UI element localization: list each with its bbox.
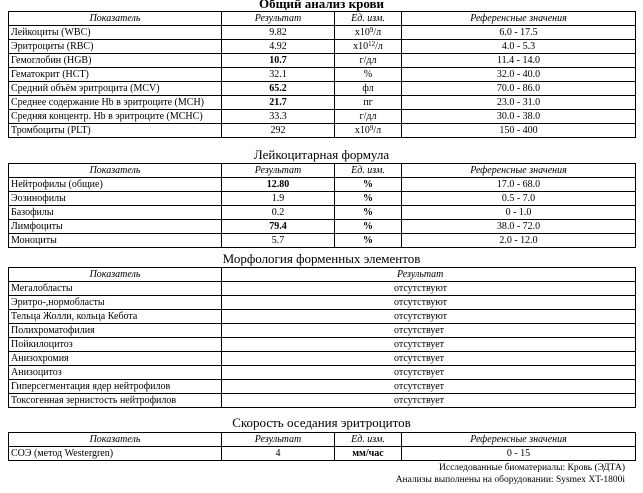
cbc-table bbox=[8, 11, 636, 138]
result-value: 32.1 bbox=[222, 68, 335, 82]
indicator-name: Среднее содержание Hb в эритроците (MCH) bbox=[9, 96, 222, 110]
table-row bbox=[9, 352, 636, 366]
indicator-name: Полихроматофилия bbox=[9, 324, 222, 338]
table-row bbox=[9, 366, 636, 380]
header-reference: Референсные значения bbox=[402, 12, 636, 26]
unit-cell: мм/час bbox=[335, 447, 402, 461]
indicator-name: Средний объём эритроцита (MCV) bbox=[9, 82, 222, 96]
indicator-name: Гематокрит (HCT) bbox=[9, 68, 222, 82]
header-result: Результат bbox=[222, 433, 335, 447]
reference-range: 30.0 - 38.0 bbox=[402, 110, 636, 124]
header-unit: Ед. изм. bbox=[335, 433, 402, 447]
unit-base: x10 bbox=[354, 124, 370, 136]
result-value: 9.82 bbox=[222, 26, 335, 40]
unit-base: x10 bbox=[354, 26, 370, 38]
table-row bbox=[9, 338, 636, 352]
indicator-name: Тельца Жолли, кольца Кебота bbox=[9, 310, 222, 324]
indicator-name: Нейтрофилы (общие) bbox=[9, 178, 222, 192]
indicator-name: Эритро-,нормобласты bbox=[9, 296, 222, 310]
table-row bbox=[9, 178, 636, 192]
unit-cell bbox=[335, 110, 402, 124]
reference-range: 0 - 15 bbox=[402, 447, 636, 461]
indicator-name: Эритроциты (RBC) bbox=[9, 40, 222, 54]
result-value: 33.3 bbox=[222, 110, 335, 124]
result-value: отсутствуют bbox=[222, 282, 636, 296]
unit-cell: % bbox=[335, 234, 402, 248]
reference-range: 0 - 1.0 bbox=[402, 206, 636, 220]
indicator-name: Пойкилоцитоз bbox=[9, 338, 222, 352]
reference-range: 70.0 - 86.0 bbox=[402, 82, 636, 96]
result-value: 1.9 bbox=[222, 192, 335, 206]
result-value: 5.7 bbox=[222, 234, 335, 248]
result-value: 0.2 bbox=[222, 206, 335, 220]
header-result: Результат bbox=[222, 164, 335, 178]
leuko-header-row bbox=[9, 164, 636, 178]
result-value: отсутствуют bbox=[222, 296, 636, 310]
header-unit: Ед. изм. bbox=[335, 164, 402, 178]
unit-base: x10 bbox=[353, 40, 369, 52]
unit-cell bbox=[335, 54, 402, 68]
header-indicator: Показатель bbox=[9, 164, 222, 178]
result-value: 12.80 bbox=[222, 178, 335, 192]
result-value: отсутствует bbox=[222, 366, 636, 380]
unit-cell: % bbox=[335, 206, 402, 220]
esr-table bbox=[8, 432, 636, 461]
table-row bbox=[9, 54, 636, 68]
indicator-name: Гемоглобин (HGB) bbox=[9, 54, 222, 68]
header-reference: Референсные значения bbox=[402, 164, 636, 178]
table-row bbox=[9, 82, 636, 96]
header-unit: Ед. изм. bbox=[335, 12, 402, 26]
unit-exponent: 9 bbox=[369, 25, 374, 34]
table-row bbox=[9, 447, 636, 461]
result-value: 4 bbox=[222, 447, 335, 461]
unit-cell: % bbox=[335, 220, 402, 234]
table-row bbox=[9, 324, 636, 338]
leuko-title: Лейкоцитарная формула bbox=[253, 147, 390, 162]
reference-range: 0.5 - 7.0 bbox=[402, 192, 636, 206]
header-reference: Референсные значения bbox=[402, 433, 636, 447]
table-row bbox=[9, 394, 636, 408]
indicator-name: Лимфоциты bbox=[9, 220, 222, 234]
table-row bbox=[9, 296, 636, 310]
table-row bbox=[9, 192, 636, 206]
result-value: отсутствует bbox=[222, 394, 636, 408]
unit-cell: % bbox=[335, 178, 402, 192]
unit-cell bbox=[335, 96, 402, 110]
unit-exponent: 12 bbox=[368, 39, 376, 48]
reference-range: 17.0 - 68.0 bbox=[402, 178, 636, 192]
table-row bbox=[9, 96, 636, 110]
table-row bbox=[9, 234, 636, 248]
indicator-name: Анизоцитоз bbox=[9, 366, 222, 380]
reference-range: 38.0 - 72.0 bbox=[402, 220, 636, 234]
result-value: 292 bbox=[222, 124, 335, 138]
unit-base: г/дл bbox=[359, 110, 377, 122]
table-row bbox=[9, 282, 636, 296]
header-result: Результат bbox=[222, 12, 335, 26]
esr-header-row bbox=[9, 433, 636, 447]
result-value: отсутствует bbox=[222, 352, 636, 366]
reference-range: 6.0 - 17.5 bbox=[402, 26, 636, 40]
morph-table bbox=[8, 267, 636, 408]
result-value: 65.2 bbox=[222, 82, 335, 96]
unit-cell bbox=[335, 68, 402, 82]
reference-range: 4.0 - 5.3 bbox=[402, 40, 636, 54]
leuko-table bbox=[8, 163, 636, 248]
unit-base: г/дл bbox=[359, 54, 377, 66]
table-row bbox=[9, 124, 636, 138]
reference-range: 32.0 - 40.0 bbox=[402, 68, 636, 82]
unit-base: фл bbox=[362, 82, 374, 94]
header-indicator: Показатель bbox=[9, 268, 222, 282]
unit-cell bbox=[335, 124, 402, 138]
table-row bbox=[9, 206, 636, 220]
table-row bbox=[9, 68, 636, 82]
esr-title: Скорость оседания эритроцитов bbox=[232, 415, 411, 430]
unit-cell bbox=[335, 26, 402, 40]
header-result: Результат bbox=[222, 268, 636, 282]
table-row bbox=[9, 110, 636, 124]
unit-cell: % bbox=[335, 192, 402, 206]
table-row bbox=[9, 40, 636, 54]
header-indicator: Показатель bbox=[9, 12, 222, 26]
indicator-name: СОЭ (метод Westergren) bbox=[9, 447, 222, 461]
result-value: 79.4 bbox=[222, 220, 335, 234]
result-value: отсутствует bbox=[222, 380, 636, 394]
biomaterial-note: Исследованные биоматериалы: Кровь (ЭДТА) bbox=[439, 463, 625, 473]
result-value: 10.7 bbox=[222, 54, 335, 68]
table-row bbox=[9, 380, 636, 394]
table-row bbox=[9, 310, 636, 324]
indicator-name: Гиперсегментация ядер нейтрофилов bbox=[9, 380, 222, 394]
result-value: отсутствует bbox=[222, 338, 636, 352]
indicator-name: Лейкоциты (WBC) bbox=[9, 26, 222, 40]
unit-base: % bbox=[363, 68, 373, 80]
unit-cell bbox=[335, 82, 402, 96]
indicator-name: Мегалобласты bbox=[9, 282, 222, 296]
reference-range: 23.0 - 31.0 bbox=[402, 96, 636, 110]
unit-tail: /л bbox=[375, 40, 383, 52]
unit-cell bbox=[335, 40, 402, 54]
indicator-name: Базофилы bbox=[9, 206, 222, 220]
result-value: 21.7 bbox=[222, 96, 335, 110]
indicator-name: Средняя концентр. Hb в эритроците (MCHC) bbox=[9, 110, 222, 124]
unit-base: пг bbox=[363, 96, 373, 108]
unit-exponent: 9 bbox=[369, 123, 374, 132]
morph-header-row bbox=[9, 268, 636, 282]
table-row bbox=[9, 220, 636, 234]
result-value: 4.92 bbox=[222, 40, 335, 54]
indicator-name: Анизохромия bbox=[9, 352, 222, 366]
reference-range: 11.4 - 14.0 bbox=[402, 54, 636, 68]
table-row bbox=[9, 26, 636, 40]
unit-tail: /л bbox=[373, 124, 382, 136]
cbc-header-row bbox=[9, 12, 636, 26]
indicator-name: Моноциты bbox=[9, 234, 222, 248]
result-value: отсутствуют bbox=[222, 310, 636, 324]
header-indicator: Показатель bbox=[9, 433, 222, 447]
result-value: отсутствует bbox=[222, 324, 636, 338]
equipment-note: Анализы выполнены на оборудовании: Sysmex XT-1800i bbox=[395, 475, 625, 485]
indicator-name: Эозинофилы bbox=[9, 192, 222, 206]
reference-range: 150 - 400 bbox=[402, 124, 636, 138]
morph-title: Морфология форменных элементов bbox=[222, 251, 421, 266]
unit-tail: /л bbox=[373, 26, 382, 38]
indicator-name: Токсогенная зернистость нейтрофилов bbox=[9, 394, 222, 408]
reference-range: 2.0 - 12.0 bbox=[402, 234, 636, 248]
cbc-title: Общий анализ крови bbox=[258, 0, 385, 11]
indicator-name: Тромбоциты (PLT) bbox=[9, 124, 222, 138]
